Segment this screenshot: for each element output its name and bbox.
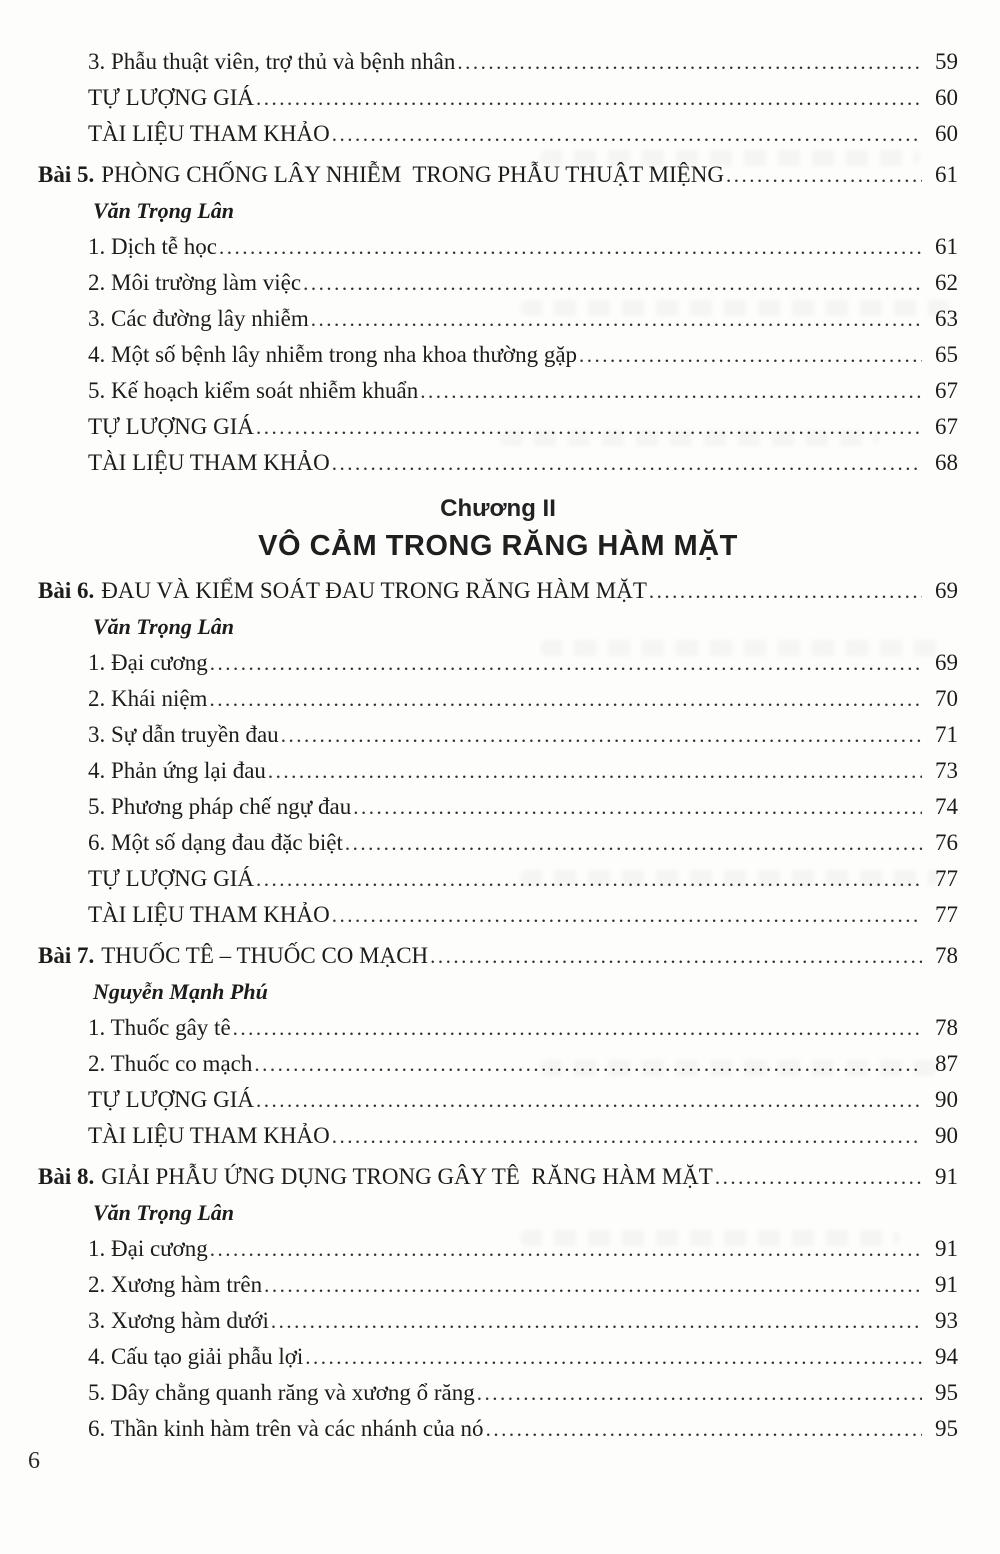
toc-entry-label: 6. Một số dạng đau đặc biệt xyxy=(88,830,343,855)
toc-entry-label: 2. Xương hàm trên xyxy=(88,1272,263,1297)
toc-entry xyxy=(38,1411,958,1447)
toc-lesson-page: 78 xyxy=(935,943,958,968)
toc-entry-label: 3. Sự dẫn truyền đau xyxy=(88,722,279,747)
toc-entry xyxy=(38,1375,958,1411)
toc-entry xyxy=(38,1339,958,1375)
toc-entry-label: 1. Dịch tễ học xyxy=(88,234,218,259)
leader-dots xyxy=(420,373,922,412)
toc-lesson-heading xyxy=(38,1159,958,1195)
toc-entry-page: 60 xyxy=(935,121,958,146)
toc-entry-label: TỰ LƯỢNG GIÁ xyxy=(88,414,254,439)
toc-entry-label: 2. Khái niệm xyxy=(88,686,208,711)
toc-entry-label: 1. Đại cương xyxy=(88,1236,208,1261)
leader-dots xyxy=(649,573,922,612)
toc-entry-page: 95 xyxy=(935,1416,958,1441)
leader-dots xyxy=(256,861,922,900)
toc-lesson-title: THUỐC TÊ – THUỐC CO MẠCH xyxy=(101,943,429,968)
toc-author-name: Văn Trọng Lân xyxy=(93,1200,235,1225)
toc-entry-page: 78 xyxy=(935,1015,958,1040)
toc-entry-page: 62 xyxy=(935,270,958,295)
toc-entry xyxy=(38,825,958,861)
toc-lesson-number: Bài 8. xyxy=(38,1164,95,1189)
toc-entry xyxy=(38,1118,958,1154)
toc-entry-page: 76 xyxy=(935,830,958,855)
toc-entry-page: 91 xyxy=(935,1272,958,1297)
toc-entry-label: 4. Một số bệnh lây nhiễm trong nha khoa thường gặp xyxy=(88,342,578,367)
toc-entry xyxy=(38,229,958,265)
leader-dots xyxy=(457,44,922,83)
toc-entry-page: 71 xyxy=(935,722,958,747)
toc-entry-label: TỰ LƯỢNG GIÁ xyxy=(88,1087,254,1112)
toc-entry-label: 5. Kế hoạch kiểm soát nhiễm khuẩn xyxy=(88,378,419,403)
toc-entry-page: 90 xyxy=(935,1087,958,1112)
leader-dots xyxy=(430,938,922,977)
toc-entry-page: 68 xyxy=(935,450,958,475)
toc-entry-label: 5. Dây chằng quanh răng và xương ổ răng xyxy=(88,1380,475,1405)
toc-entry-page: 74 xyxy=(935,794,958,819)
toc-lesson-title: GIẢI PHẪU ỨNG DỤNG TRONG GÂY TÊ RĂNG HÀM MẶT xyxy=(101,1164,713,1189)
toc-entry xyxy=(38,1267,958,1303)
toc-entry-label: 3. Xương hàm dưới xyxy=(88,1308,269,1333)
leader-dots xyxy=(579,337,922,376)
leader-dots xyxy=(210,1231,922,1270)
toc-entry-label: TÀI LIỆU THAM KHẢO xyxy=(88,902,330,927)
leader-dots xyxy=(256,409,922,448)
toc-entry-page: 77 xyxy=(935,902,958,927)
toc-entry xyxy=(38,116,958,152)
leader-dots xyxy=(332,1118,922,1157)
toc-entry-label: TÀI LIỆU THAM KHẢO xyxy=(88,1123,330,1148)
toc-lesson-page: 61 xyxy=(935,162,958,187)
toc-entry xyxy=(38,1231,958,1267)
toc-entry-label: 2. Môi trường làm việc xyxy=(88,270,302,295)
leader-dots xyxy=(311,301,922,340)
toc-lesson-title: ĐAU VÀ KIỂM SOÁT ĐAU TRONG RĂNG HÀM MẶT xyxy=(101,578,647,603)
toc-entry-page: 93 xyxy=(935,1308,958,1333)
leader-dots xyxy=(256,80,922,119)
toc-entry-page: 65 xyxy=(935,342,958,367)
leader-dots xyxy=(210,645,922,684)
leader-dots xyxy=(332,897,922,936)
toc-entry-page: 94 xyxy=(935,1344,958,1369)
toc-entry xyxy=(38,1010,958,1046)
toc-lesson-heading xyxy=(38,157,958,193)
toc-entry-page: 67 xyxy=(935,414,958,439)
toc-entry-label: TỰ LƯỢNG GIÁ xyxy=(88,85,254,110)
toc-entry-page: 91 xyxy=(935,1236,958,1261)
toc-entry-label: 4. Cấu tạo giải phẫu lợi xyxy=(88,1344,304,1369)
toc-author-row xyxy=(38,609,958,645)
toc-entry-page: 59 xyxy=(935,49,958,74)
toc-entry xyxy=(38,373,958,409)
toc-entry-label: 4. Phản ứng lại đau xyxy=(88,758,266,783)
toc-entry xyxy=(38,753,958,789)
toc-lesson-number: Bài 5. xyxy=(38,162,95,187)
toc-entry-label: 3. Phẫu thuật viên, trợ thủ và bệnh nhân xyxy=(88,49,456,74)
toc-entry-label: 1. Đại cương xyxy=(88,650,208,675)
toc-entry-label: TÀI LIỆU THAM KHẢO xyxy=(88,121,330,146)
toc-entry-page: 90 xyxy=(935,1123,958,1148)
leader-dots xyxy=(715,1159,922,1198)
page-number: 6 xyxy=(28,1448,40,1474)
toc-entry-page: 77 xyxy=(935,866,958,891)
toc-entry xyxy=(38,1046,958,1082)
toc-entry-label: 6. Thần kinh hàm trên và các nhánh của nó xyxy=(88,1416,484,1441)
leader-dots xyxy=(271,1303,922,1342)
leader-dots xyxy=(281,717,922,756)
leader-dots xyxy=(264,1267,922,1306)
leader-dots xyxy=(305,1339,922,1378)
leader-dots xyxy=(233,1010,922,1049)
toc-entry-page: 63 xyxy=(935,306,958,331)
leader-dots xyxy=(303,265,922,304)
toc-entry-label: 5. Phương pháp chế ngự đau xyxy=(88,794,352,819)
toc-entry-page: 67 xyxy=(935,378,958,403)
toc-entry xyxy=(38,717,958,753)
toc-entry xyxy=(38,861,958,897)
toc-author-name: Nguyễn Mạnh Phú xyxy=(93,979,268,1004)
toc-lesson-title: PHÒNG CHỐNG LÂY NHIỄM TRONG PHẪU THUẬT MIỆNG xyxy=(101,162,724,187)
toc-entry-label: 2. Thuốc co mạch xyxy=(88,1051,253,1076)
toc-lesson-heading xyxy=(38,573,958,609)
toc-entry xyxy=(38,301,958,337)
leader-dots xyxy=(254,1046,922,1085)
toc-entry-page: 87 xyxy=(935,1051,958,1076)
toc-entry-page: 70 xyxy=(935,686,958,711)
leader-dots xyxy=(353,789,922,828)
leader-dots xyxy=(345,825,922,864)
toc-entry xyxy=(38,337,958,373)
toc-entry-page: 73 xyxy=(935,758,958,783)
leader-dots xyxy=(332,116,922,155)
leader-dots xyxy=(209,681,922,720)
toc-entry xyxy=(38,1082,958,1118)
toc-entry-page: 69 xyxy=(935,650,958,675)
leader-dots xyxy=(486,1411,922,1450)
toc-author-row xyxy=(38,974,958,1010)
toc-entry-label: 1. Thuốc gây tê xyxy=(88,1015,231,1040)
toc-entry xyxy=(38,789,958,825)
chapter-number: Chương II xyxy=(440,495,556,522)
toc-entry-label: TỰ LƯỢNG GIÁ xyxy=(88,866,254,891)
toc-author-name: Văn Trọng Lân xyxy=(93,614,235,639)
toc-entry xyxy=(38,44,958,80)
toc-entry-label: TÀI LIỆU THAM KHẢO xyxy=(88,450,330,475)
toc-entry xyxy=(38,897,958,933)
toc-entry xyxy=(38,681,958,717)
toc-entry xyxy=(38,409,958,445)
toc-entry-label: 3. Các đường lây nhiễm xyxy=(88,306,309,331)
toc-entry xyxy=(38,645,958,681)
toc-lesson-heading xyxy=(38,938,958,974)
toc-lesson-page: 69 xyxy=(935,578,958,603)
toc-entry-page: 60 xyxy=(935,85,958,110)
toc-entry xyxy=(38,80,958,116)
toc-entry-page: 95 xyxy=(935,1380,958,1405)
toc-lesson-number: Bài 7. xyxy=(38,943,95,968)
toc-entry xyxy=(38,265,958,301)
toc-lesson-page: 91 xyxy=(935,1164,958,1189)
leader-dots xyxy=(726,157,922,196)
leader-dots xyxy=(268,753,922,792)
toc-lesson-number: Bài 6. xyxy=(38,578,95,603)
toc-entry-page: 61 xyxy=(935,234,958,259)
leader-dots xyxy=(477,1375,922,1414)
leader-dots xyxy=(332,445,922,484)
toc-author-row xyxy=(38,1195,958,1231)
leader-dots xyxy=(219,229,922,268)
toc-entry xyxy=(38,1303,958,1339)
chapter-heading xyxy=(38,493,958,567)
toc-author-row xyxy=(38,193,958,229)
chapter-title: VÔ CẢM TRONG RĂNG HÀM MẶT xyxy=(258,530,738,562)
leader-dots xyxy=(256,1082,922,1121)
toc-author-name: Văn Trọng Lân xyxy=(93,198,235,223)
toc-entry xyxy=(38,445,958,481)
